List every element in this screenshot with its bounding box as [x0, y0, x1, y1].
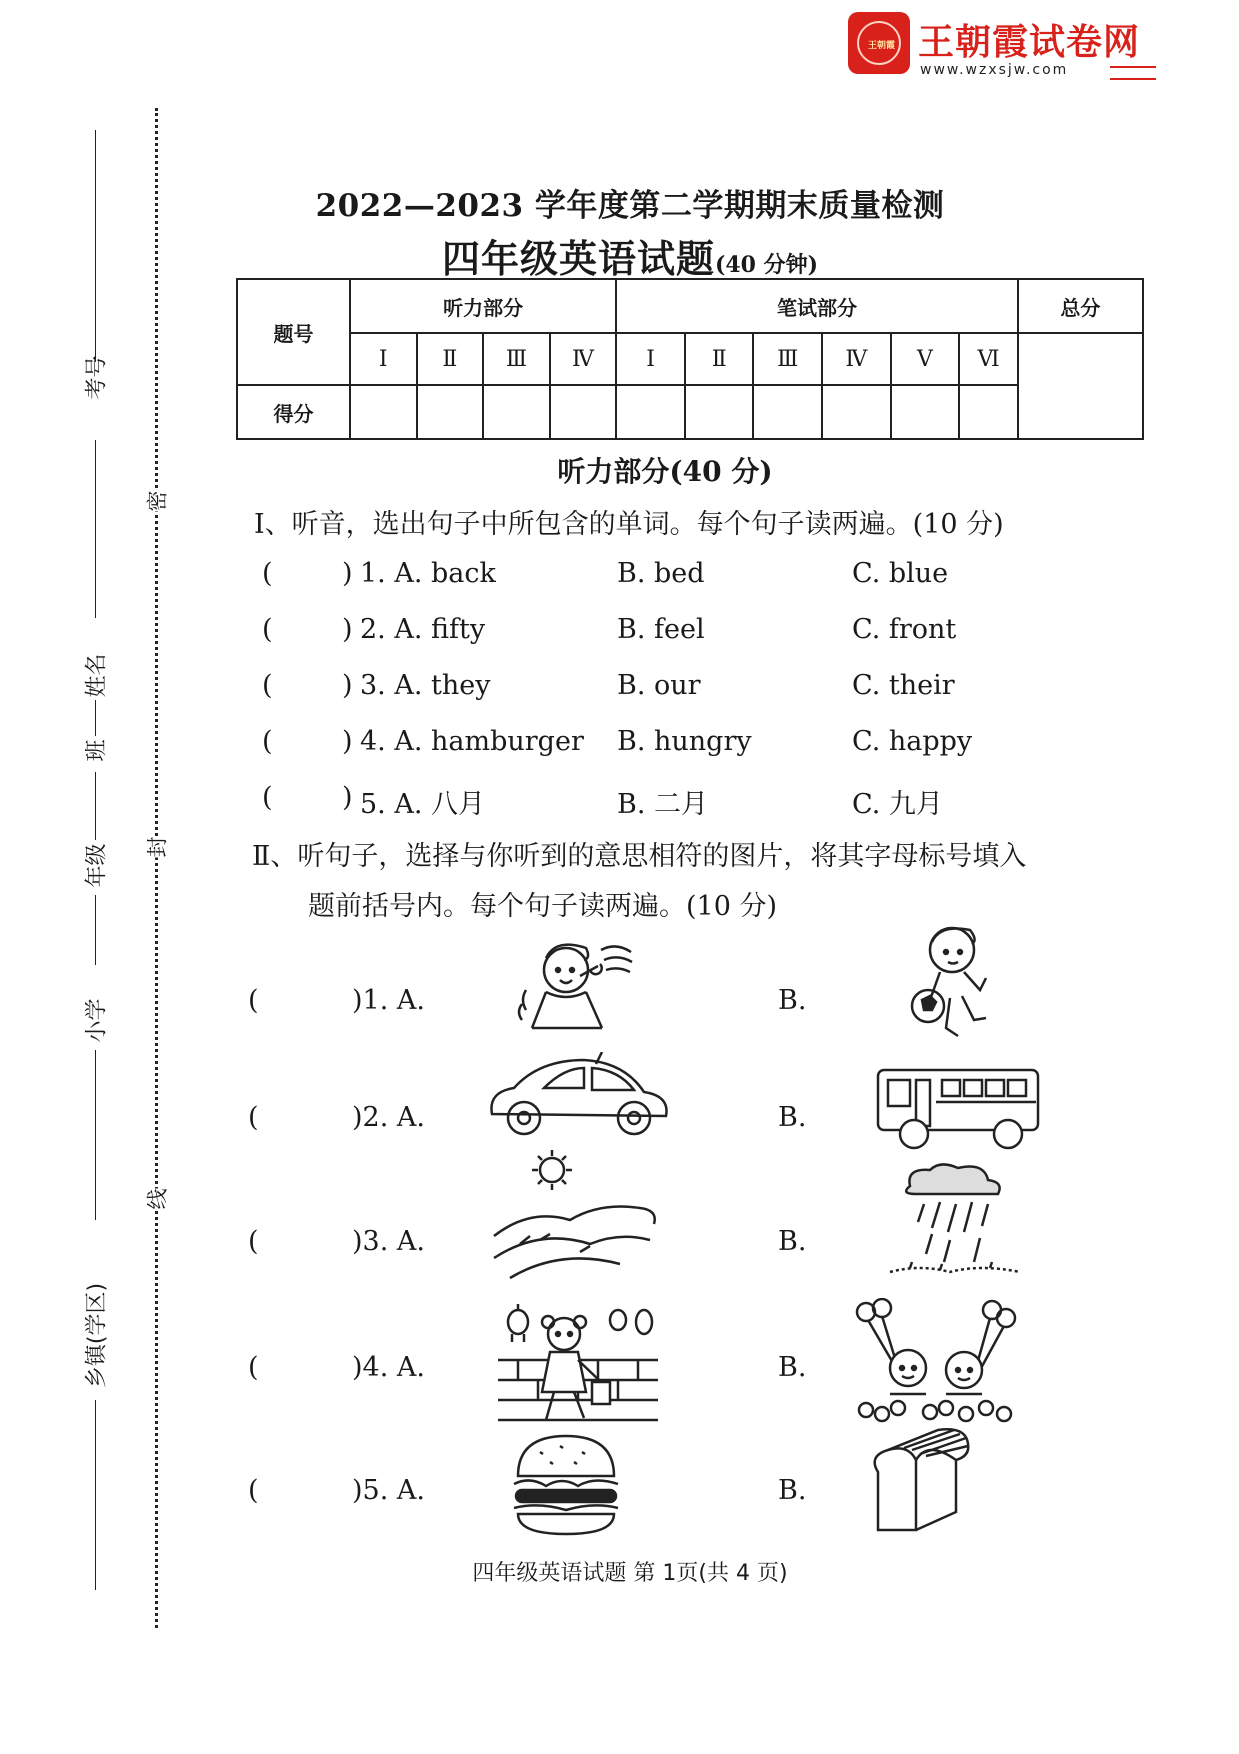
- grade-label: 年级: [84, 843, 110, 888]
- logo-url: www.wzxsjw.com: [920, 62, 1069, 78]
- option-c: C. front: [852, 614, 957, 645]
- boy-soccer-illustration: [900, 920, 1000, 1045]
- section2-title-line1: Ⅱ、听句子，选择与你听到的意思相符的图片，将其字母标号填入: [252, 841, 1027, 872]
- answer-paren-close: ): [342, 670, 353, 701]
- option-b: B. bed: [617, 558, 705, 589]
- option-b: B. feel: [617, 614, 705, 645]
- writing-col-1: I: [616, 333, 685, 385]
- picture-option-b: B.: [778, 1475, 807, 1506]
- writing-col-4: Ⅳ: [822, 333, 891, 385]
- grade-line: [95, 772, 96, 840]
- option-c: C. their: [852, 670, 955, 701]
- answer-paren-open[interactable]: (: [262, 670, 273, 701]
- seal-dotted-line: [155, 108, 158, 1628]
- listening-label-cell: 听力部分: [350, 279, 616, 333]
- listening-col-1: I: [350, 333, 417, 385]
- score-cell[interactable]: [753, 385, 822, 439]
- option-a: 1. A. back: [360, 558, 496, 589]
- option-a: 3. A. they: [360, 670, 491, 701]
- score-label-cell: 得分: [237, 385, 350, 439]
- option-b: B. hungry: [617, 726, 752, 757]
- writing-col-3: Ⅲ: [753, 333, 822, 385]
- option-c: C. 九月: [852, 789, 943, 820]
- exam-subtitle: [230, 228, 1030, 283]
- answer-paren-open[interactable]: (: [248, 1102, 259, 1133]
- answer-paren-open[interactable]: (: [248, 1475, 259, 1506]
- score-cell[interactable]: [616, 385, 685, 439]
- answer-paren-open[interactable]: (: [248, 985, 259, 1016]
- town-label: 乡镇(学区): [84, 1282, 110, 1389]
- town-line: [95, 1400, 96, 1590]
- seal-xian: 线: [142, 1189, 172, 1210]
- school-label: 小学: [84, 998, 110, 1043]
- answer-paren-close: ): [342, 726, 353, 757]
- answer-paren-open[interactable]: (: [262, 726, 273, 757]
- hamburger-illustration: [510, 1432, 622, 1538]
- exam-subject: 四年级英语试题: [441, 236, 715, 281]
- score-cell[interactable]: [891, 385, 960, 439]
- exam-no-line: [95, 130, 96, 362]
- item-label-cell: 题号: [237, 279, 350, 385]
- total-score-cell[interactable]: [1018, 333, 1143, 439]
- option-b: B. 二月: [617, 789, 709, 820]
- name-line: [95, 440, 96, 618]
- answer-paren-close: ): [342, 782, 353, 813]
- question-row: [262, 614, 1022, 650]
- answer-paren-close: ): [342, 558, 353, 589]
- boy-singing-illustration: [516, 930, 646, 1045]
- score-cell[interactable]: [822, 385, 891, 439]
- writing-label-cell: 笔试部分: [616, 279, 1017, 333]
- children-balloons-illustration: [846, 1298, 1026, 1430]
- class-label: 班: [84, 739, 110, 762]
- option-b: B. our: [617, 670, 701, 701]
- bus-illustration: [874, 1062, 1042, 1154]
- option-c: C. blue: [852, 558, 949, 589]
- name-label: 姓名: [84, 653, 110, 698]
- picture-option-a: )2. A.: [352, 1102, 425, 1133]
- listening-col-4: Ⅳ: [550, 333, 617, 385]
- exam-duration: (40 分钟): [714, 252, 819, 278]
- listening-col-3: Ⅲ: [483, 333, 550, 385]
- girl-lanterns-illustration: [498, 1300, 658, 1432]
- score-table: [236, 278, 1144, 440]
- score-cell[interactable]: [417, 385, 484, 439]
- picture-option-a: )3. A.: [352, 1226, 425, 1257]
- picture-option-a: )5. A.: [352, 1475, 425, 1506]
- score-cell[interactable]: [483, 385, 550, 439]
- score-cell[interactable]: [350, 385, 417, 439]
- listening-heading: 听力部分(40 分): [557, 455, 773, 488]
- site-logo: [848, 12, 1158, 78]
- page-footer: 四年级英语试题 第 1页(共 4 页): [472, 1561, 788, 1586]
- listening-col-2: Ⅱ: [417, 333, 484, 385]
- option-a: 4. A. hamburger: [360, 726, 584, 757]
- picture-option-b: B.: [778, 985, 807, 1016]
- car-illustration: [484, 1052, 674, 1142]
- question-row: [262, 782, 1022, 818]
- option-a: 5. A. 八月: [360, 789, 486, 820]
- answer-paren-open[interactable]: (: [262, 782, 273, 813]
- logo-waves-icon: [1110, 66, 1156, 80]
- exam-title: 2022—2023 学年度第二学期期末质量检测: [315, 188, 945, 224]
- answer-paren-open[interactable]: (: [262, 614, 273, 645]
- picture-option-a: )4. A.: [352, 1352, 425, 1383]
- section1-title: Ⅰ、听音，选出句子中所包含的单词。每个句子读两遍。(10 分): [254, 509, 1004, 540]
- answer-paren-close: ): [342, 614, 353, 645]
- sunny-hills-illustration: [490, 1148, 660, 1280]
- picture-option-b: B.: [778, 1102, 807, 1133]
- writing-col-5: V: [891, 333, 960, 385]
- logo-brand: 王朝霞试卷网: [918, 22, 1141, 63]
- seal-mi: 密: [142, 491, 172, 512]
- option-c: C. happy: [852, 726, 973, 757]
- question-row: [262, 670, 1022, 706]
- score-cell[interactable]: [685, 385, 754, 439]
- question-row: [262, 558, 1022, 594]
- logo-seal-text: 王朝霞: [868, 41, 896, 51]
- answer-paren-open[interactable]: (: [248, 1226, 259, 1257]
- grade-line-2: [95, 895, 96, 965]
- seal-feng: 封: [142, 837, 172, 858]
- rain-cloud-illustration: [880, 1160, 1030, 1285]
- total-label-cell: 总分: [1018, 279, 1143, 333]
- picture-option-b: B.: [778, 1226, 807, 1257]
- writing-col-2: Ⅱ: [685, 333, 754, 385]
- score-cell[interactable]: [550, 385, 617, 439]
- school-line: [95, 1050, 96, 1220]
- answer-paren-open[interactable]: (: [248, 1352, 259, 1383]
- option-a: 2. A. fifty: [360, 614, 486, 645]
- score-cell[interactable]: [959, 385, 1018, 439]
- section2-title-line2: 题前括号内。每个句子读两遍。(10 分): [308, 891, 778, 922]
- picture-option-a: )1. A.: [352, 985, 425, 1016]
- bread-illustration: [868, 1426, 978, 1536]
- picture-option-b: B.: [778, 1352, 807, 1383]
- answer-paren-open[interactable]: (: [262, 558, 273, 589]
- question-row: [262, 726, 1022, 762]
- exam-no-label: 考号: [84, 355, 110, 400]
- writing-col-6: Ⅵ: [959, 333, 1018, 385]
